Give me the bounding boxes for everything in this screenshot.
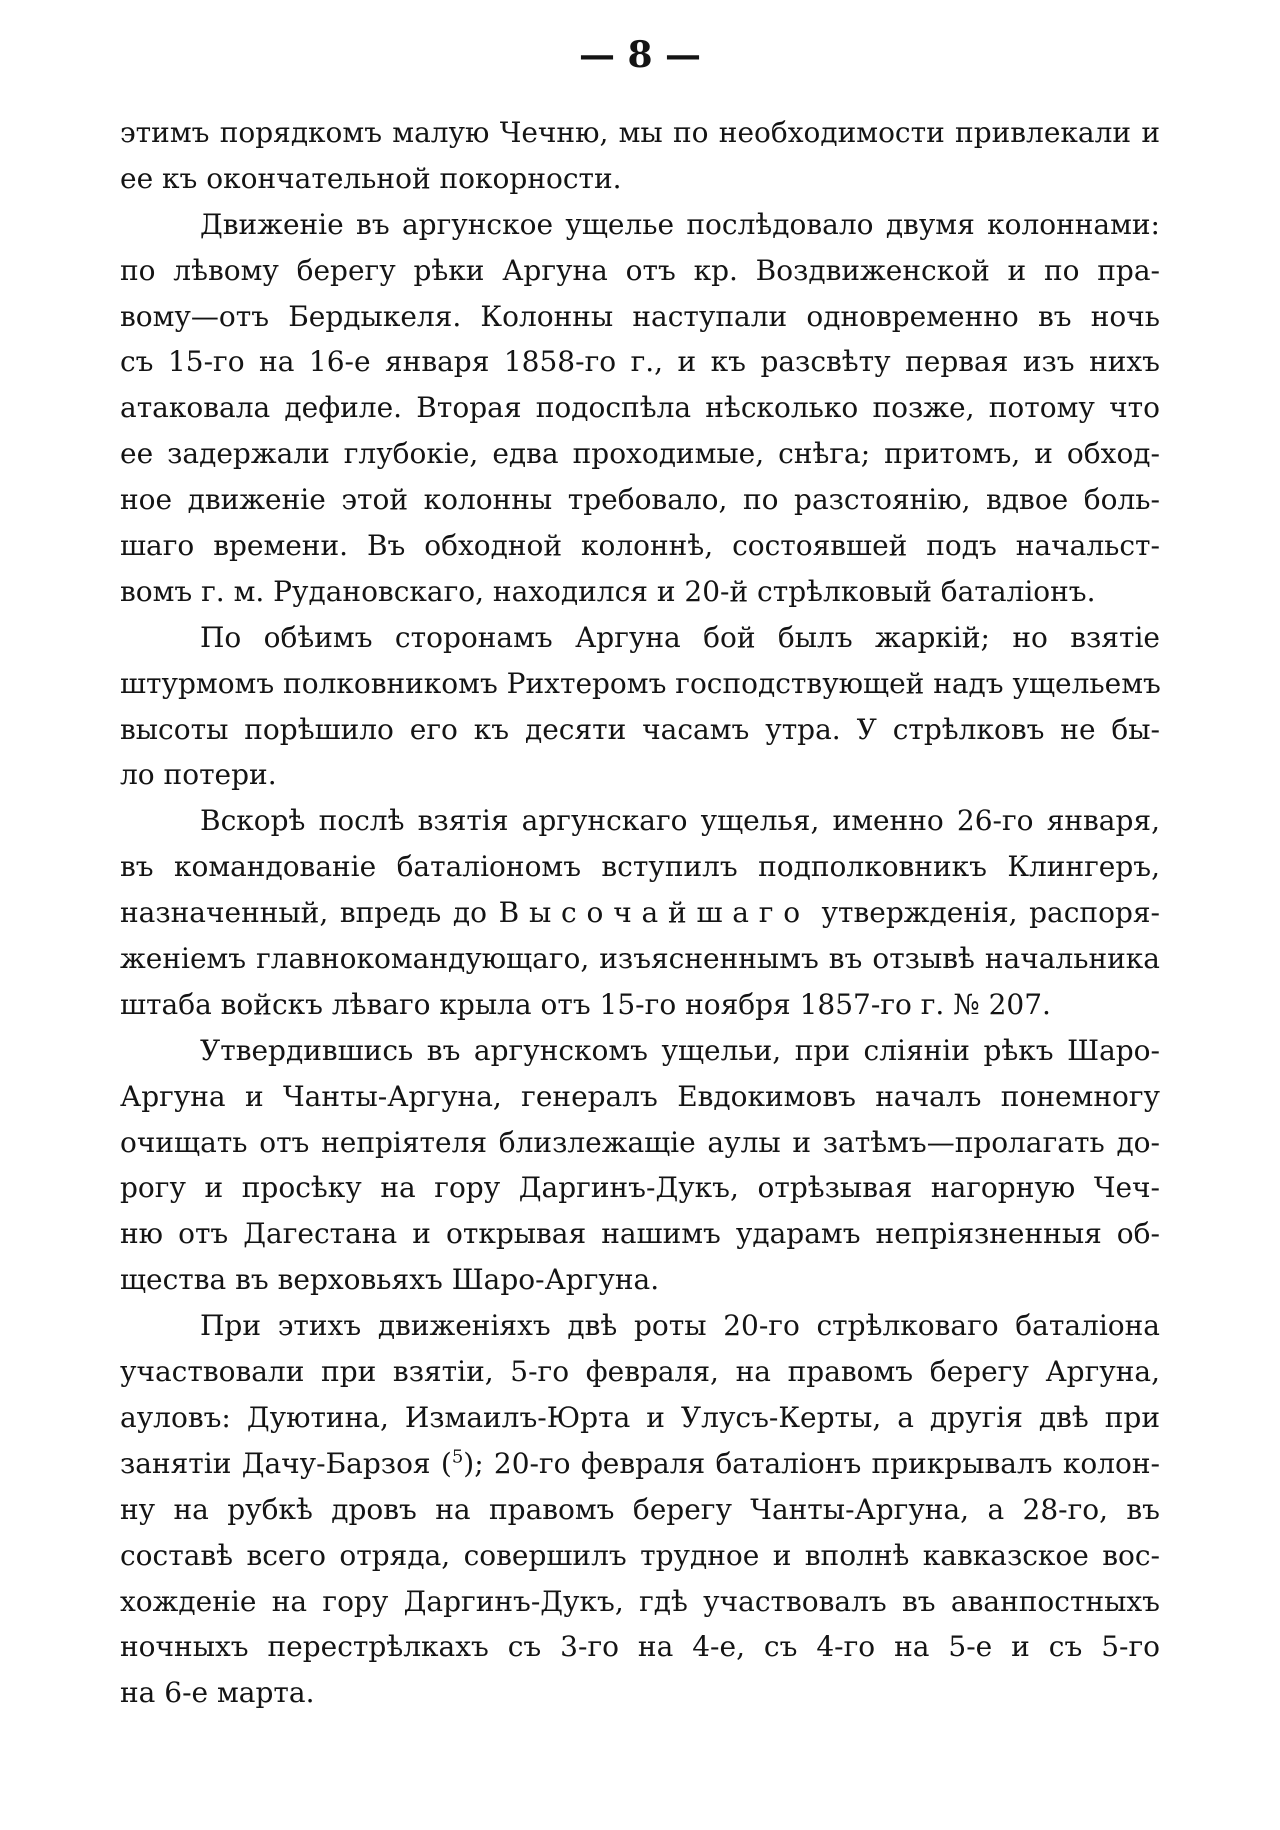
text-line: Утвердившись въ аргунскомъ ущельи, при сліяніи рѣкъ Шаро- (200, 1033, 1160, 1067)
text-line: штаба войскъ лѣваго крыла отъ 15-го ноября 1857-го г. № 207. (120, 987, 1051, 1021)
text-line: на 6-е марта. (120, 1676, 315, 1710)
text-line: штурмомъ полковникомъ Рихтеромъ господствующей надъ ущельемъ (120, 666, 1161, 700)
text-line: ню отъ Дагестана и открывая нашимъ ударамъ непріязненныя об- (120, 1217, 1160, 1251)
body-text (120, 110, 1160, 1716)
text-line: Аргуна и Чанты-Аргуна, генералъ Евдокимовъ началъ понемногу (120, 1079, 1160, 1113)
paragraph (120, 1028, 1160, 1303)
footnote-reference: 5 (451, 1446, 464, 1468)
paragraph (120, 1303, 1160, 1716)
text-line: участвовали при взятіи, 5-го февраля, на правомъ берегу Аргуна, (120, 1355, 1160, 1389)
text-line: Вскорѣ послѣ взятія аргунскаго ущелья, именно 26-го января, (200, 804, 1160, 838)
text-line: по лѣвому берегу рѣки Аргуна отъ кр. Воздвиженской и по пра- (120, 253, 1160, 287)
text-line: атаковала дефиле. Вторая подоспѣла нѣсколько позже, потому что (120, 391, 1160, 425)
text-line: Движеніе въ аргунское ущелье послѣдовало двумя колоннами: (200, 207, 1160, 241)
text-line: щества въ верховьяхъ Шаро-Аргуна. (120, 1263, 660, 1297)
text-line: женіемъ главнокомандующаго, изъясненнымъ въ отзывѣ начальника (120, 942, 1160, 976)
text-line: ее къ окончательной покорности. (120, 161, 622, 195)
paragraph (120, 615, 1160, 799)
text-segment: занятіи Дачу-Барзоя ( (120, 1446, 452, 1480)
text-line: хожденіе на гору Даргинъ-Дукъ, гдѣ участвовалъ въ аванпостныхъ (120, 1584, 1160, 1618)
text-line: ло потери. (120, 758, 277, 792)
text-line: рогу и просѣку на гору Даргинъ-Дукъ, отрѣзывая нагорную Чеч- (120, 1171, 1160, 1205)
paragraph (120, 110, 1160, 202)
text-line: шаго времени. Въ обходной колоннѣ, состоявшей подъ начальст- (120, 529, 1160, 563)
text-line: По обѣимъ сторонамъ Аргуна бой былъ жаркій; но взятіе (200, 620, 1160, 654)
text-line: ну на рубкѣ дровъ на правомъ берегу Чанты-Аргуна, а 28-го, въ (120, 1492, 1160, 1526)
text-line: составѣ всего отряда, совершилъ трудное и вполнѣ кавказское вос- (120, 1538, 1160, 1572)
text-line: высоты порѣшило его къ десяти часамъ утра. У стрѣлковъ не бы- (120, 712, 1160, 746)
text-line: ауловъ: Дуютина, Измаилъ-Юрта и Улусъ-Керты, а другія двѣ при (120, 1400, 1160, 1434)
paragraph (120, 202, 1160, 615)
text-line: этимъ порядкомъ малую Чечню, мы по необходимости привлекали и (120, 116, 1160, 149)
text-line: ее задержали глубокіе, едва проходимые, снѣга; притомъ, и обход- (120, 437, 1160, 471)
text-segment: утвержденія, распоря- (821, 896, 1160, 930)
text-segment: назначенный, впредь до (120, 896, 487, 930)
text-line: съ 15-го на 16-е января 1858-го г., и къ разсвѣту первая изъ нихъ (120, 345, 1160, 379)
text-line: ночныхъ перестрѣлкахъ съ 3-го на 4-е, съ 4-го на 5-е и съ 5-го (120, 1630, 1160, 1664)
page-number: — 8 — (578, 34, 702, 76)
text-line (120, 890, 1160, 936)
text-line: въ командованіе баталіономъ вступилъ подполковникъ Клингеръ, (120, 850, 1160, 884)
text-line: При этихъ движеніяхъ двѣ роты 20-го стрѣлковаго баталіона (200, 1309, 1160, 1343)
text-line: вомъ г. м. Рудановскаго, находился и 20-й стрѣлковый баталіонъ. (120, 574, 1096, 608)
text-line (120, 1441, 1160, 1487)
text-line: вому—отъ Бердыкеля. Колонны наступали одновременно въ ночь (120, 299, 1160, 333)
paragraph (120, 798, 1160, 1027)
emphasized-word: Высочайшаго (498, 896, 810, 930)
text-line: очищать отъ непріятеля близлежащіе аулы и затѣмъ—пролагать до- (120, 1125, 1160, 1159)
text-segment: ); 20-го февраля баталіонъ прикрывалъ колон- (463, 1446, 1160, 1480)
text-line: ное движеніе этой колонны требовало, по разстоянію, вдвое боль- (120, 483, 1160, 517)
